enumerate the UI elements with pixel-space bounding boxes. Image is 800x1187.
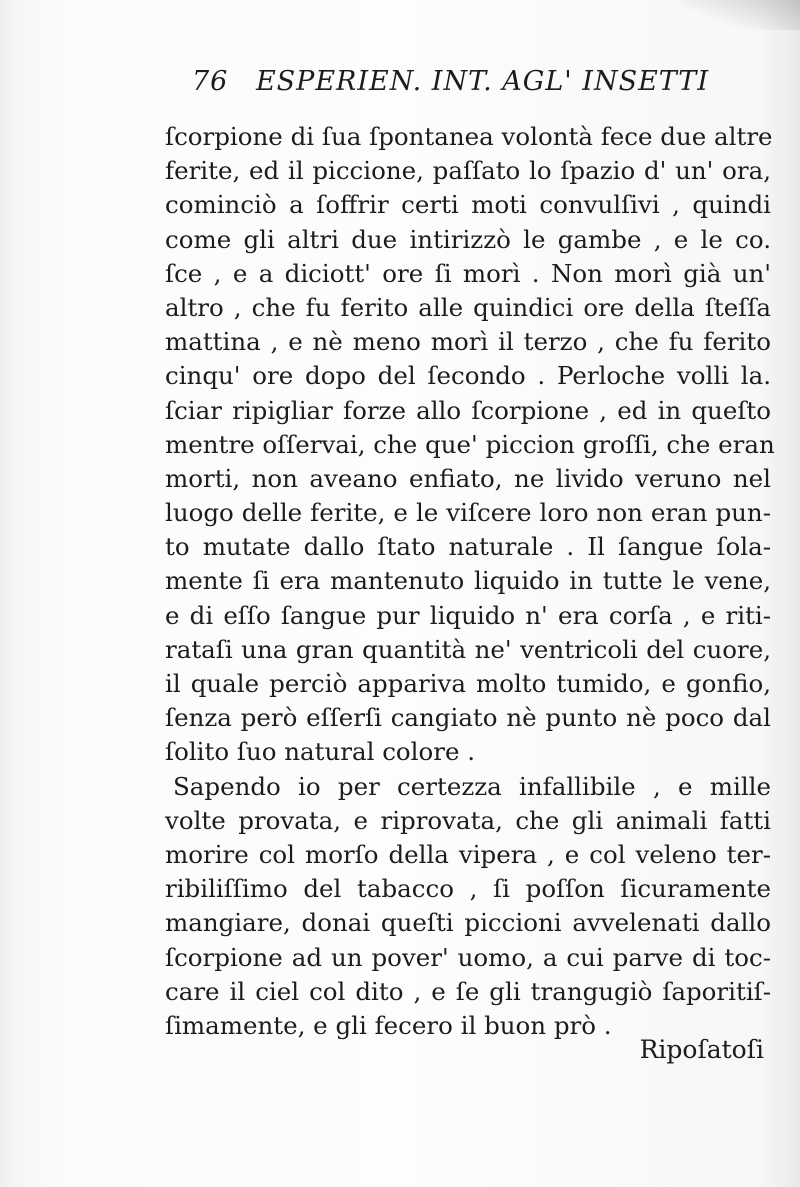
text-line: to mutate dallo ſtato naturale . Il ſangue ſola- xyxy=(165,532,771,562)
text-line: ſolito ſuo natural colore . xyxy=(165,737,476,767)
text-line: ſcorpione ad un pover' uomo, a cui parve di toc- xyxy=(165,942,771,972)
text-line: ſcorpione di ſua ſpontanea volontà fece due altre xyxy=(165,122,773,151)
text-line: volte provata, e riprovata, che gli animali fatti xyxy=(165,805,771,835)
text-line: ſimamente, e gli fecero il buon prò . xyxy=(165,1010,612,1040)
catchword: Ripoſatoſi xyxy=(639,1035,764,1064)
text-line: mattina , e nè meno morì il terzo , che fu ferito xyxy=(165,327,771,357)
page-corner-shadow xyxy=(680,0,800,30)
text-line: ferite, ed il piccione, paſſato lo ſpazio d' un' ora, xyxy=(165,156,771,186)
text-line: morire col morſo della vipera , e col veleno ter- xyxy=(165,839,771,869)
text-line: luogo delle ferite, e le viſcere loro non eran pun- xyxy=(165,498,771,528)
text-line: come gli altri due intirizzò le gambe , e le co. xyxy=(165,224,771,254)
text-line: morti, non aveano enfiato, ne livido veruno nel xyxy=(165,463,771,493)
text-line: il quale perciò appariva molto tumido, e gonfio, xyxy=(165,669,771,698)
text-line: ſciar ripigliar forze allo ſcorpione , ed in queſto xyxy=(165,395,771,425)
text-line: altro , che fu ferito alle quindici ore della ſteſſa xyxy=(165,292,771,322)
text-line: mente ſi era mantenuto liquido in tutte le vene, xyxy=(165,566,771,596)
text-line: mangiare, donai queſti piccioni avvelenati dallo xyxy=(165,908,771,938)
text-line: mentre oſſervai, che que' piccion groſſi, che eran xyxy=(165,429,775,459)
running-title: ESPERIEN. INT. AGL' INSETTI xyxy=(255,66,709,97)
text-line: care il ciel col dito , e ſe gli trangugiò ſaporitiſ- xyxy=(165,976,771,1006)
text-line: Sapendo io per certezza infallibile , e mille xyxy=(173,771,771,801)
page-header xyxy=(192,66,752,106)
text-line: ſenza però eſſerſi cangiato nè punto nè poco dal xyxy=(165,703,771,733)
page-number: 76 xyxy=(192,66,229,97)
text-line: cinqu' ore dopo del ſecondo . Perloche volli la. xyxy=(165,361,771,391)
text-line: e di eſſo ſangue pur liquido n' era corſa , e riti- xyxy=(165,600,771,630)
body-text xyxy=(165,120,775,1043)
text-line: ribiliſſimo del tabacco , ſi poſſon ſicuramente xyxy=(165,874,771,904)
text-line: rataſi una gran quantità ne' ventricoli del cuore, xyxy=(165,634,771,664)
text-line: cominciò a ſoffrir certi moti convulſivi , quindi xyxy=(165,190,771,220)
text-line: ſce , e a diciott' ore ſi morì . Non morì già un' xyxy=(165,258,771,288)
